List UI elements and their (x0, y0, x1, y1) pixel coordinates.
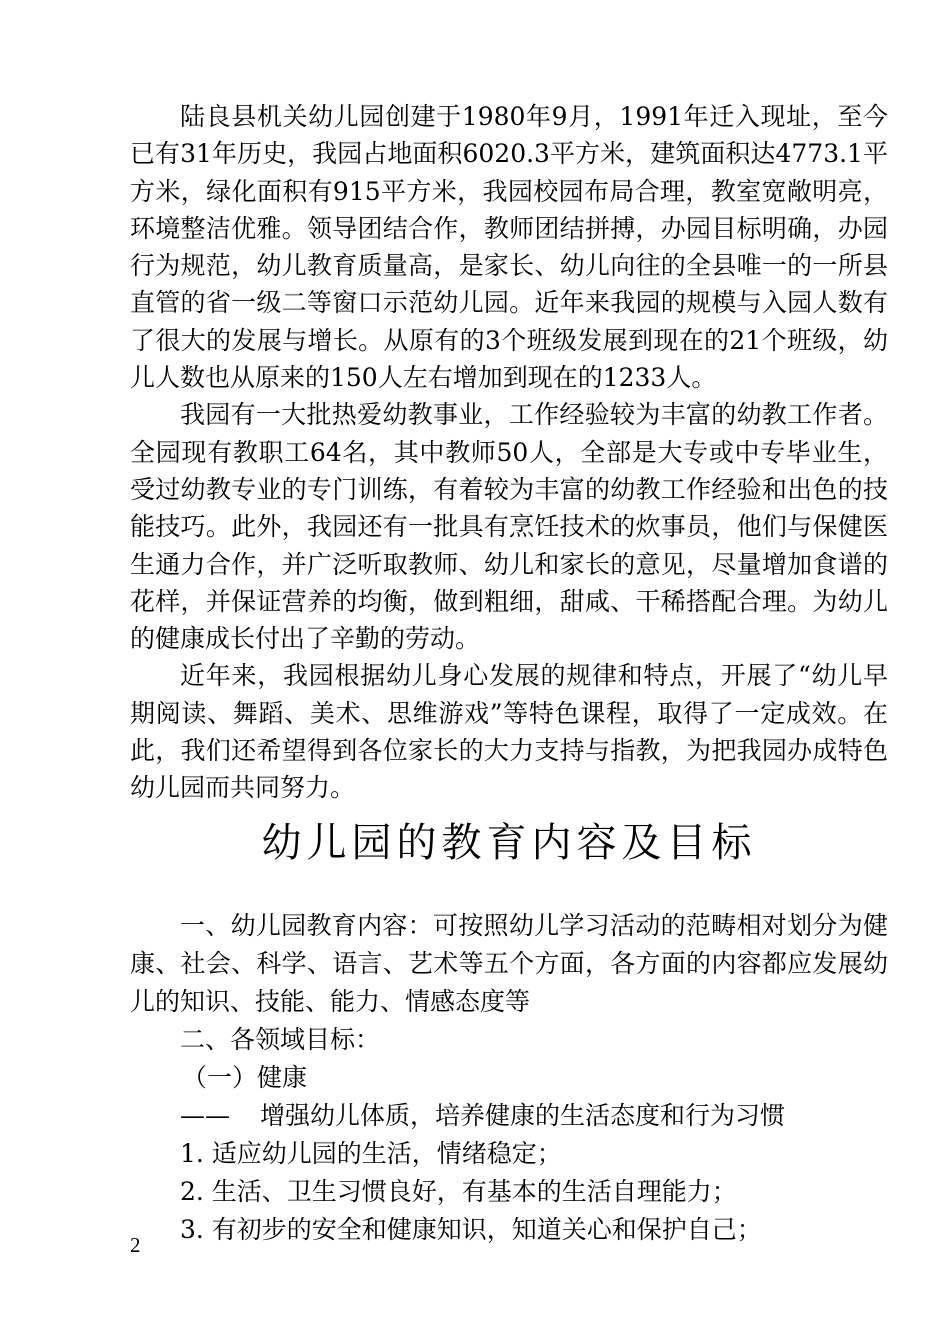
health-summary-line (130, 1097, 888, 1135)
education-content-section (130, 907, 888, 1249)
health-goal-3: 3. 有初步的安全和健康知识，知道关心和保护自己； (180, 1215, 762, 1244)
health-summary: 增强幼儿体质，培养健康的生活态度和行为习惯 (260, 1101, 786, 1130)
intro-paragraph-3: 近年来，我园根据幼儿身心发展的规律和特点，开展了“幼儿早期阅读、舞蹈、美术、思维游戏”等特色课程，取得了一定成效。在此，我们还希望得到各位家长的大力支持与指教，为把我园办成特色幼儿园而共同努力。 (130, 661, 888, 803)
content-paragraph: 一、幼儿园教育内容：可按照幼儿学习活动的范畴相对划分为健康、社会、科学、语言、艺术等五个方面，各方面的内容都应发展幼儿的知识、技能、能力、情感态度等 (130, 911, 888, 1016)
intro-paragraph-1: 陆良县机关幼儿园创建于1980年9月，1991年迁入现址，至今已有31年历史，我园占地面积6020.3平方米，建筑面积达4773.1平方米，绿化面积有915平方米，我园校园布局合理，教室宽敞明亮，环境整洁优雅。领导团结合作，教师团结拼搏，办园目标明确，办园行为规范，幼儿教育质量高，是家长、幼儿向往的全县唯一的一所县直管的省一级二等窗口示范幼儿园。近年来我园的规模与入园人数有了很大的发展与增长。从原有的3个班级发展到现在的21个班级，幼儿人数也从原来的150人左右增加到现在的1233人。 (130, 102, 888, 393)
page-number: 2 (130, 1233, 141, 1257)
health-goal-1: 1. 适应幼儿园的生活，情绪稳定； (180, 1139, 562, 1168)
intro-text (130, 98, 888, 807)
section-title: 幼儿园的教育内容及目标 (261, 820, 757, 866)
intro-paragraph-2: 我园有一大批热爱幼教事业，工作经验较为丰富的幼教工作者。全园现有教职工64名，其中教师50人，全部是大专或中专毕业生，受过幼教专业的专门训练，有着较为丰富的幼教工作经验和出色的技能技巧。此外，我园还有一批具有烹饪技术的炊事员，他们与保健医生通力合作，并广泛听取教师、幼儿和家长的意见，尽量增加食谱的花样，并保证营养的均衡，做到粗细，甜咸、干稀搭配合理。为幼儿的健康成长付出了辛勤的劳动。 (130, 400, 888, 654)
health-goal-2: 2. 生活、卫生习惯良好，有基本的生活自理能力； (180, 1177, 737, 1206)
health-heading: （一）健康 (182, 1063, 308, 1092)
health-dash: —— (180, 1101, 230, 1130)
goals-heading: 二、各领域目标： (180, 1025, 381, 1054)
